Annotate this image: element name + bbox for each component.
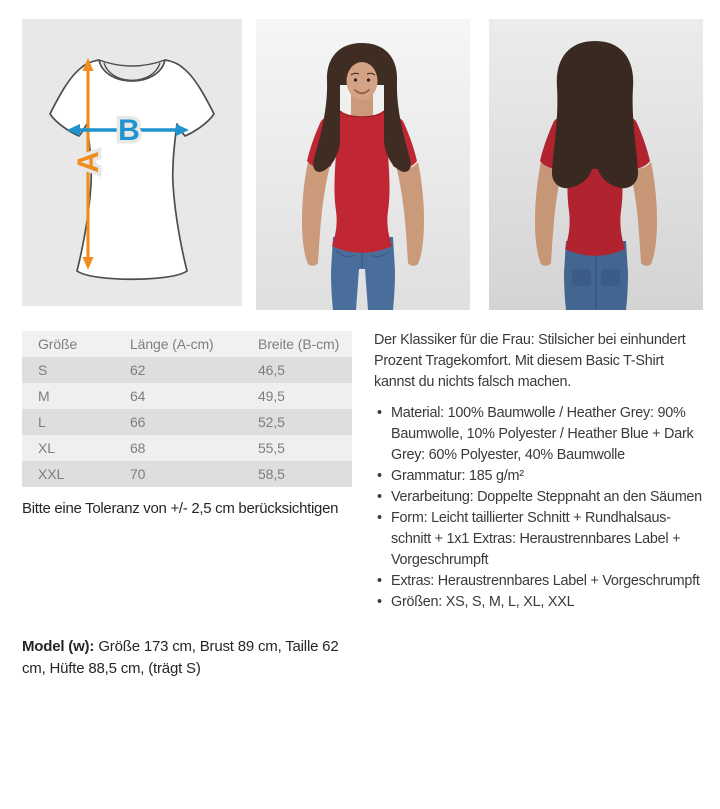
size-table bbox=[22, 331, 352, 487]
table-row bbox=[22, 357, 352, 383]
tshirt-measurement-diagram bbox=[22, 19, 242, 306]
col-header-groesse: Größe bbox=[38, 336, 78, 352]
size-cell: XXL bbox=[38, 466, 65, 482]
product-description bbox=[374, 330, 705, 613]
description-intro: Der Klassiker für die Frau: Stilsicher bei einhundert Prozent Tragekomfort. Mit diesem Basic T-Shirt kannst du nichts falsch machen. bbox=[374, 332, 686, 390]
table-row bbox=[22, 383, 352, 409]
feature-list bbox=[374, 403, 705, 613]
bullet-marker: • bbox=[377, 489, 382, 505]
model-front-photo[interactable] bbox=[256, 19, 470, 310]
width-label-b: B bbox=[118, 114, 140, 147]
tolerance-note: Bitte eine Toleranz von +/- 2,5 cm berücksichtigen bbox=[22, 500, 339, 517]
list-item bbox=[374, 403, 705, 466]
list-item bbox=[374, 487, 705, 508]
size-cell: S bbox=[38, 362, 48, 378]
bullet-marker: • bbox=[377, 573, 382, 589]
length-cell: 66 bbox=[130, 414, 146, 430]
length-cell: 68 bbox=[130, 440, 146, 456]
model-label: Model (w): bbox=[22, 638, 95, 655]
feature-text: Größen: XS, S, M, L, XL, XXL bbox=[391, 594, 575, 610]
table-row bbox=[22, 435, 352, 461]
feature-text: Extras: Heraustrennbares Label + Vorgeschrumpft bbox=[391, 573, 700, 589]
model-back-illustration bbox=[489, 19, 703, 310]
list-item bbox=[374, 466, 705, 487]
feature-text: Form: Leicht taillierter Schnitt + Rundhalsausschnitt + 1x1 Extras: Heraustrennbares Label + Vorgeschrumpft bbox=[391, 510, 681, 568]
model-back-photo[interactable] bbox=[489, 19, 703, 310]
size-cell: M bbox=[38, 388, 50, 404]
feature-text: Material: 100% Baumwolle / Heather Grey: 90% Baumwolle, 10% Polyester / Heather Blue + Dark Grey: 60% Polyester, 40% Baumwolle bbox=[391, 405, 694, 463]
model-text: Größe 173 cm, Brust 89 cm, Taille 62 cm, Hüfte 88,5 cm, (trägt S) bbox=[22, 638, 339, 677]
bullet-marker: • bbox=[377, 468, 382, 484]
col-header-laenge: Länge (A-cm) bbox=[130, 336, 214, 352]
size-diagram-image[interactable] bbox=[22, 19, 242, 306]
model-front-illustration bbox=[256, 19, 470, 310]
size-cell: XL bbox=[38, 440, 55, 456]
bullet-marker: • bbox=[377, 594, 382, 610]
face bbox=[347, 62, 378, 100]
length-cell: 64 bbox=[130, 388, 146, 404]
list-item bbox=[374, 508, 705, 571]
length-cell: 62 bbox=[130, 362, 146, 378]
feature-text: Verarbeitung: Doppelte Steppnaht an den Säumen bbox=[391, 489, 702, 505]
table-row bbox=[22, 409, 352, 435]
size-info-column bbox=[22, 331, 362, 677]
tshirt-back-collar bbox=[99, 60, 165, 66]
list-item bbox=[374, 571, 705, 592]
length-cell: 70 bbox=[130, 466, 146, 482]
size-cell: L bbox=[38, 414, 46, 430]
width-cell: 49,5 bbox=[258, 388, 285, 404]
feature-text: Grammatur: 185 g/m² bbox=[391, 468, 524, 484]
bullet-marker: • bbox=[377, 405, 382, 421]
col-header-breite: Breite (B-cm) bbox=[258, 336, 340, 352]
width-cell: 55,5 bbox=[258, 440, 285, 456]
size-table-header-row bbox=[22, 331, 352, 357]
width-cell: 46,5 bbox=[258, 362, 285, 378]
width-cell: 52,5 bbox=[258, 414, 285, 430]
width-cell: 58,5 bbox=[258, 466, 285, 482]
hair-back bbox=[552, 41, 638, 188]
model-measurements bbox=[22, 636, 360, 680]
table-row bbox=[22, 461, 352, 487]
length-label-a: A bbox=[72, 151, 105, 173]
bullet-marker: • bbox=[377, 510, 382, 526]
list-item bbox=[374, 592, 705, 613]
